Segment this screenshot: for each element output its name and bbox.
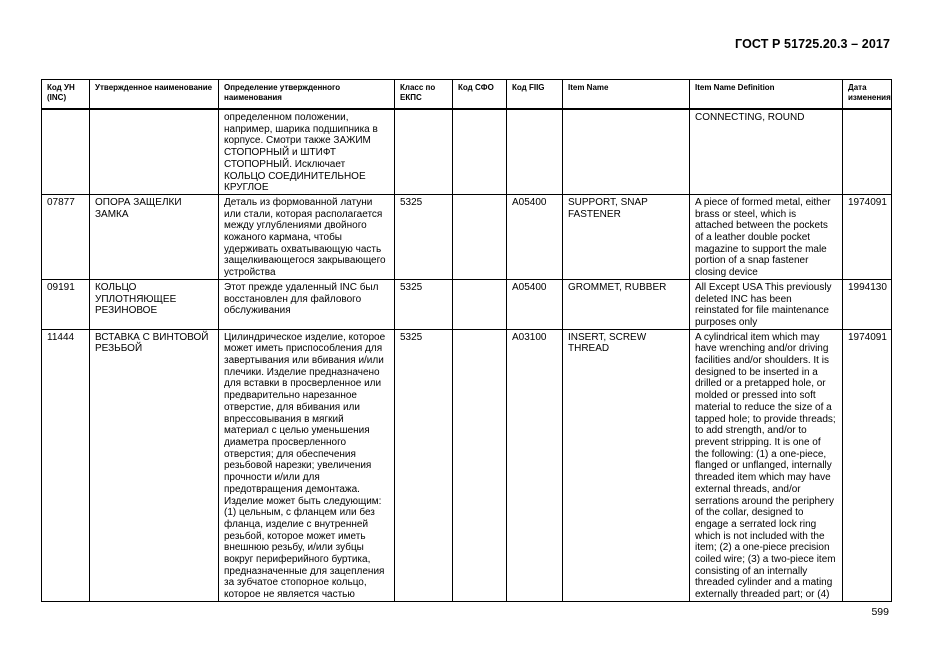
- column-header-approved-name: Утвержденное наименование: [90, 80, 219, 110]
- cell-item-name: INSERT, SCREW THREAD: [563, 329, 690, 601]
- cell-fiig: A03100: [507, 329, 563, 601]
- cell-definition: Этот прежде удаленный INC был восстановлен для файлового обслуживания: [219, 279, 395, 329]
- column-header-change-date: Дата изменения: [843, 80, 892, 110]
- cell-item-name-definition: All Except USA This previously deleted INC has been reinstated for file maintenance purposes only: [690, 279, 843, 329]
- column-header-item-name: Item Name: [563, 80, 690, 110]
- cell-item-name-definition: A cylindrical item which may have wrenching and/or driving facilities and/or shoulders. It is designed to be inserted in a drilled or a pretapped hole, or molded or pressed into soft material to reduce the size of a tapped hole; to provide threads; to add strength, and/or to prevent stripping. It is one of the following: (1) a one-piece, flanged or unflanged, internally threaded item which may have external threads, and/or serrations around the periphery of the collar, designed to engage a serrated lock ring which is not included with the item; (2) a one-piece precision coiled wire; (3) a two-piece item consisting of an internally threaded cylinder and a mating externally threaded part; or (4): [690, 329, 843, 601]
- cell-sfo: [453, 329, 507, 601]
- cell-item-name: SUPPORT, SNAP FASTENER: [563, 194, 690, 279]
- cell-item-name: GROMMET, RUBBER: [563, 279, 690, 329]
- cell-change-date: 1994130: [843, 279, 892, 329]
- cell-inc: [42, 109, 90, 194]
- cell-item-name-definition: CONNECTING, ROUND: [690, 109, 843, 194]
- cell-class: [395, 109, 453, 194]
- cell-inc: 11444: [42, 329, 90, 601]
- table-row: [42, 194, 892, 279]
- cell-inc: 09191: [42, 279, 90, 329]
- cell-fiig: [507, 109, 563, 194]
- nomenclature-table: [41, 79, 892, 602]
- document-code: ГОСТ Р 51725.20.3 – 2017: [735, 37, 890, 51]
- cell-sfo: [453, 279, 507, 329]
- column-header-inc: Код УН (INC): [42, 80, 90, 110]
- cell-approved-name: КОЛЬЦО УПЛОТНЯЮЩЕЕ РЕЗИНОВОЕ: [90, 279, 219, 329]
- cell-sfo: [453, 194, 507, 279]
- cell-definition: Деталь из формованной латуни или стали, которая располагается между углублениями двойного кожаного кармана, чтобы удерживать охватывающую часть защелкивающегося закрывающего устройства: [219, 194, 395, 279]
- cell-fiig: A05400: [507, 279, 563, 329]
- cell-definition: Цилиндрическое изделие, которое может иметь приспособления для завертывания или вбивания и/или плечики. Изделие предназначено для вставки в просверленное или предварительно нарезанное отверстие, для вбивания или впрессовывания в мягкий материал с целью уменьшения диаметра просверленного отверстия; для обеспечения резьбовой нарезки; увеличения прочности и/или для предотвращения демонтажа. Изделие может быть следующим: (1) цельным, с фланцем или без фланца, изделие с внутренней резьбой, которое может иметь внешнюю резьбу, и/или зубцы вокруг периферийного буртика, предназначенные для зацепления за зубчатое стопорное кольцо, которое не является частью: [219, 329, 395, 601]
- column-header-sfo: Код СФО: [453, 80, 507, 110]
- table-header-row: [42, 80, 892, 110]
- cell-fiig: A05400: [507, 194, 563, 279]
- cell-approved-name: ОПОРА ЗАЩЕЛКИ ЗАМКА: [90, 194, 219, 279]
- cell-class: 5325: [395, 329, 453, 601]
- cell-change-date: [843, 109, 892, 194]
- cell-change-date: 1974091: [843, 329, 892, 601]
- table-row: [42, 329, 892, 601]
- cell-approved-name: [90, 109, 219, 194]
- column-header-definition: Определение утвержденного наименования: [219, 80, 395, 110]
- cell-class: 5325: [395, 194, 453, 279]
- cell-item-name: [563, 109, 690, 194]
- cell-sfo: [453, 109, 507, 194]
- column-header-item-name-definition: Item Name Definition: [690, 80, 843, 110]
- cell-inc: 07877: [42, 194, 90, 279]
- table-row: [42, 109, 892, 194]
- cell-approved-name: ВСТАВКА С ВИНТОВОЙ РЕЗЬБОЙ: [90, 329, 219, 601]
- column-header-fiig: Код FIIG: [507, 80, 563, 110]
- cell-class: 5325: [395, 279, 453, 329]
- page-number: 599: [871, 606, 889, 618]
- column-header-class: Класс по ЕКПС: [395, 80, 453, 110]
- cell-definition: определенном положении, например, шарика подшипника в корпусе. Смотри также ЗАЖИМ СТОПОРНЫЙ и ШТИФТ СТОПОРНЫЙ. Исключает КОЛЬЦО СОЕДИНИТЕЛЬНОЕ КРУГЛОЕ: [219, 109, 395, 194]
- cell-item-name-definition: A piece of formed metal, either brass or steel, which is attached between the pockets of a leather double pocket magazine to support the male portion of a snap fastener closing device: [690, 194, 843, 279]
- cell-change-date: 1974091: [843, 194, 892, 279]
- table-row: [42, 279, 892, 329]
